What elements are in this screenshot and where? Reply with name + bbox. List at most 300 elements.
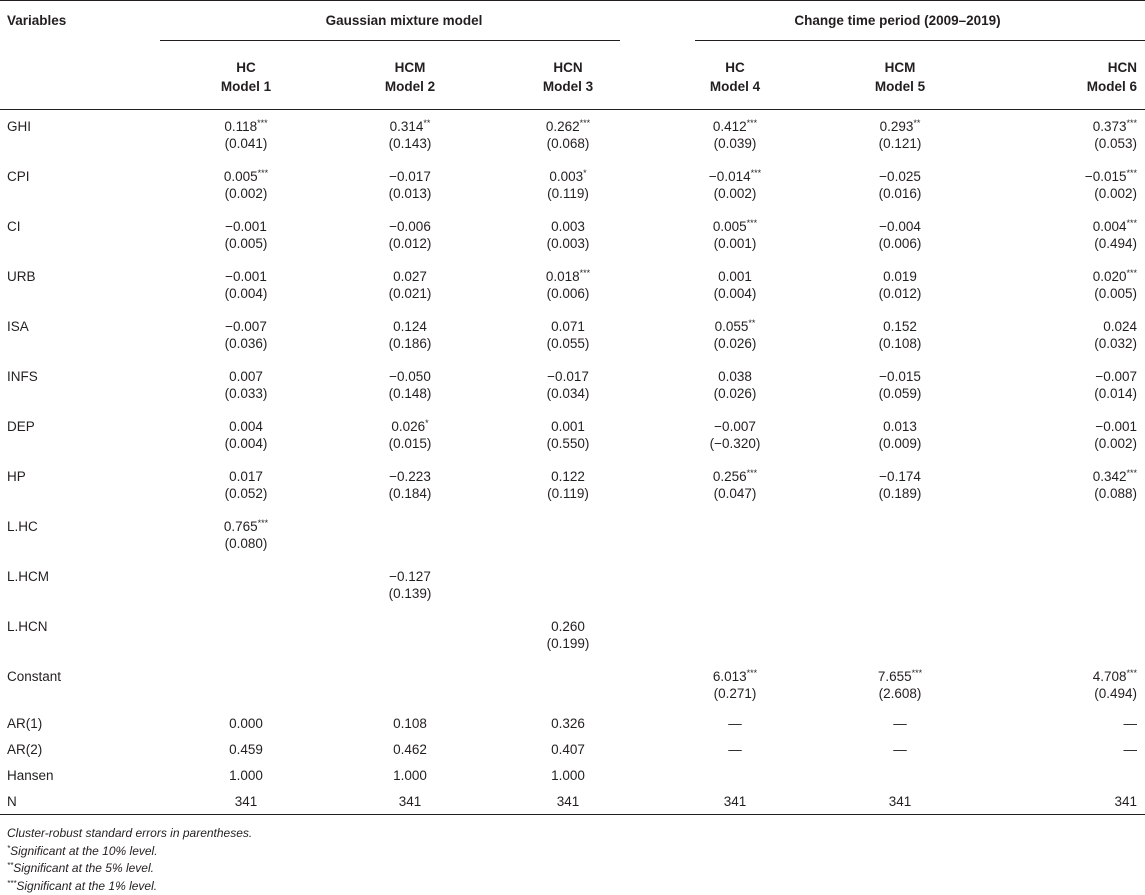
significance-stars: *	[425, 418, 429, 428]
table-row	[0, 410, 1145, 435]
coefficient-cell	[650, 310, 820, 335]
standard-error-cell	[486, 535, 650, 560]
coefficient-value: 0.122	[551, 469, 585, 484]
row-blank	[0, 185, 158, 210]
significance-stars: ***	[580, 268, 591, 278]
variable-name: CPI	[0, 160, 158, 185]
table-row	[0, 460, 1145, 485]
stat-name: AR(1)	[0, 710, 158, 736]
coefficient-value: 0.005	[224, 169, 258, 184]
standard-error-cell: (0.047)	[650, 485, 820, 510]
standard-error-cell: (0.005)	[980, 285, 1145, 310]
variable-name: DEP	[0, 410, 158, 435]
standard-error-cell: (0.088)	[980, 485, 1145, 510]
coefficient-cell	[820, 510, 980, 535]
coefficient-cell	[158, 260, 334, 285]
coefficient-cell	[820, 360, 980, 385]
coefficient-cell	[820, 660, 980, 685]
standard-error-cell: (0.055)	[486, 335, 650, 360]
row-blank	[0, 335, 158, 360]
coefficient-cell	[650, 260, 820, 285]
standard-error-cell: (0.080)	[158, 535, 334, 560]
table-row-se	[0, 135, 1145, 160]
standard-error-cell: (0.006)	[486, 285, 650, 310]
standard-error-cell: (0.004)	[158, 435, 334, 460]
coefficient-value: 0.005	[713, 219, 747, 234]
stat-value: —	[650, 710, 820, 736]
model-header: Model 2	[334, 75, 486, 110]
standard-error-cell: (0.052)	[158, 485, 334, 510]
standard-error-cell: (0.014)	[980, 385, 1145, 410]
dep-header: HC	[650, 49, 820, 75]
coefficient-value: 0.020	[1093, 269, 1127, 284]
stat-name: AR(2)	[0, 736, 158, 762]
coefficient-cell	[820, 260, 980, 285]
standard-error-cell	[980, 635, 1145, 660]
standard-error-cell: (0.006)	[820, 235, 980, 260]
coefficient-cell	[334, 510, 486, 535]
stat-value: 341	[158, 788, 334, 815]
stat-value: 0.108	[334, 710, 486, 736]
standard-error-cell: (0.199)	[486, 635, 650, 660]
standard-error-cell: (0.026)	[650, 385, 820, 410]
model-header: Model 3	[486, 75, 650, 110]
stat-name: Hansen	[0, 762, 158, 788]
standard-error-cell	[820, 585, 980, 610]
coefficient-cell	[486, 110, 650, 136]
variable-name: CI	[0, 210, 158, 235]
coefficient-value: 0.003	[551, 219, 585, 234]
stat-value: 341	[650, 788, 820, 815]
standard-error-cell: (0.005)	[158, 235, 334, 260]
coefficient-value: −0.014	[709, 169, 751, 184]
variable-name: L.HCM	[0, 560, 158, 585]
dep-header: HCM	[334, 49, 486, 75]
standard-error-cell: (0.016)	[820, 185, 980, 210]
coefficient-value: 0.001	[718, 269, 752, 284]
standard-error-cell: (−0.320)	[650, 435, 820, 460]
significance-stars: ***	[912, 668, 923, 678]
coefficient-cell	[820, 410, 980, 435]
significance-stars: ***	[751, 168, 762, 178]
standard-error-cell	[650, 635, 820, 660]
group-rule-change-period	[695, 40, 1145, 41]
coefficient-cell	[486, 660, 650, 685]
coefficient-cell	[820, 160, 980, 185]
standard-error-cell	[820, 535, 980, 560]
coefficient-value: 0.124	[393, 319, 427, 334]
dep-header: HCN	[486, 49, 650, 75]
coefficient-value: 4.708	[1093, 669, 1127, 684]
coefficient-cell	[486, 460, 650, 485]
coefficient-value: −0.015	[879, 369, 921, 384]
coefficient-value: 0.314	[390, 119, 424, 134]
group-header-gaussian: Gaussian mixture model	[158, 1, 650, 50]
coefficient-value: 0.373	[1093, 119, 1127, 134]
coefficient-cell	[980, 610, 1145, 635]
dep-header: HCN	[980, 49, 1145, 75]
coefficient-cell	[650, 110, 820, 136]
table-notes	[0, 815, 1145, 895]
coefficient-cell	[334, 260, 486, 285]
standard-error-cell: (0.033)	[158, 385, 334, 410]
stat-value: 341	[820, 788, 980, 815]
coefficient-value: 0.001	[551, 419, 585, 434]
significance-stars: ***	[257, 118, 268, 128]
row-blank	[0, 285, 158, 310]
stat-value: 0.462	[334, 736, 486, 762]
standard-error-cell: (0.148)	[334, 385, 486, 410]
standard-error-cell: (0.002)	[158, 185, 334, 210]
stat-value: —	[820, 710, 980, 736]
table-row-se	[0, 635, 1145, 660]
stat-value: 0.326	[486, 710, 650, 736]
significance-stars: **	[423, 118, 430, 128]
coefficient-cell	[980, 660, 1145, 685]
coefficient-value: 0.018	[546, 269, 580, 284]
significance-stars: ***	[747, 668, 758, 678]
table-row	[0, 260, 1145, 285]
coefficient-value: 0.071	[551, 319, 585, 334]
stat-value: 341	[334, 788, 486, 815]
coefficient-value: −0.223	[389, 469, 431, 484]
coefficient-value: −0.001	[225, 219, 267, 234]
coefficient-value: −0.007	[225, 319, 267, 334]
standard-error-cell: (0.494)	[980, 235, 1145, 260]
row-blank	[0, 435, 158, 460]
coefficient-cell	[820, 460, 980, 485]
coefficient-value: 0.007	[229, 369, 263, 384]
row-blank	[0, 635, 158, 660]
coefficient-value: −0.017	[547, 369, 589, 384]
stat-row	[0, 710, 1145, 736]
variable-name: GHI	[0, 110, 158, 136]
group-header-change-period: Change time period (2009–2019)	[650, 1, 1145, 50]
stat-value: 341	[486, 788, 650, 815]
table-body	[0, 110, 1145, 815]
significance-stars: ***	[1127, 218, 1138, 228]
variable-name: HP	[0, 460, 158, 485]
standard-error-cell: (0.004)	[158, 285, 334, 310]
standard-error-cell: (0.059)	[820, 385, 980, 410]
header-row-models	[0, 75, 1145, 110]
row-blank	[0, 585, 158, 610]
stat-value: 341	[980, 788, 1145, 815]
coefficient-cell	[650, 660, 820, 685]
coefficient-value: −0.007	[1095, 369, 1137, 384]
coefficient-cell	[486, 510, 650, 535]
coefficient-cell	[980, 410, 1145, 435]
coefficient-cell	[650, 460, 820, 485]
stat-value: 1.000	[158, 762, 334, 788]
row-blank	[0, 235, 158, 260]
coefficient-value: 0.017	[229, 469, 263, 484]
standard-error-cell: (0.012)	[334, 235, 486, 260]
header-row-dependent	[0, 49, 1145, 75]
coefficient-cell	[980, 560, 1145, 585]
model-header: Model 6	[980, 75, 1145, 110]
standard-error-cell	[980, 585, 1145, 610]
standard-error-cell	[650, 535, 820, 560]
coefficient-value: 0.027	[393, 269, 427, 284]
standard-error-cell: (0.002)	[650, 185, 820, 210]
coefficient-cell	[650, 560, 820, 585]
dep-header: HCM	[820, 49, 980, 75]
significance-stars: ***	[747, 468, 758, 478]
significance-stars: ***	[1127, 268, 1138, 278]
coefficient-cell	[158, 360, 334, 385]
stat-name: N	[0, 788, 158, 815]
significance-stars: ***	[747, 118, 758, 128]
coefficient-cell	[980, 460, 1145, 485]
significance-stars: ***	[1127, 118, 1138, 128]
standard-error-cell: (0.143)	[334, 135, 486, 160]
standard-error-cell: (0.494)	[980, 685, 1145, 710]
coefficient-cell	[158, 660, 334, 685]
significance-stars: ***	[747, 218, 758, 228]
row-blank	[0, 385, 158, 410]
table-row-se	[0, 285, 1145, 310]
coefficient-cell	[334, 310, 486, 335]
variable-name: L.HCN	[0, 610, 158, 635]
coefficient-value: 0.765	[224, 519, 258, 534]
row-blank	[0, 135, 158, 160]
table-row	[0, 560, 1145, 585]
note-sig-5: **Significant at the 5% level.	[7, 860, 1145, 878]
coefficient-value: 0.003	[549, 169, 583, 184]
coefficient-cell	[486, 560, 650, 585]
standard-error-cell: (0.068)	[486, 135, 650, 160]
coefficient-cell	[334, 110, 486, 136]
coefficient-cell	[158, 410, 334, 435]
standard-error-cell: (0.139)	[334, 585, 486, 610]
table-row-se	[0, 435, 1145, 460]
significance-stars: ***	[258, 518, 269, 528]
standard-error-cell: (0.021)	[334, 285, 486, 310]
coefficient-value: −0.025	[879, 169, 921, 184]
coefficient-value: −0.174	[879, 469, 921, 484]
standard-error-cell: (0.013)	[334, 185, 486, 210]
coefficient-value: 0.055	[715, 319, 749, 334]
standard-error-cell: (0.012)	[820, 285, 980, 310]
variable-name: INFS	[0, 360, 158, 385]
coefficient-value: −0.050	[389, 369, 431, 384]
coefficient-cell	[486, 210, 650, 235]
coefficient-cell	[650, 210, 820, 235]
standard-error-cell: (0.002)	[980, 185, 1145, 210]
standard-error-cell	[158, 685, 334, 710]
variable-name: Constant	[0, 660, 158, 685]
coefficient-value: 0.412	[713, 119, 747, 134]
stat-row	[0, 788, 1145, 815]
coefficient-cell	[486, 360, 650, 385]
row-blank	[0, 485, 158, 510]
significance-stars: ***	[1127, 468, 1138, 478]
variable-name: ISA	[0, 310, 158, 335]
coefficient-value: 0.019	[883, 269, 917, 284]
coefficient-cell	[650, 610, 820, 635]
coefficient-cell	[334, 410, 486, 435]
significance-stars: **	[748, 318, 755, 328]
coefficient-cell	[158, 510, 334, 535]
table-row	[0, 360, 1145, 385]
standard-error-cell	[650, 585, 820, 610]
standard-error-cell: (0.004)	[650, 285, 820, 310]
standard-error-cell: (0.550)	[486, 435, 650, 460]
significance-stars: ***	[1127, 668, 1138, 678]
coefficient-value: −0.006	[389, 219, 431, 234]
coefficient-cell	[486, 410, 650, 435]
standard-error-cell: (0.189)	[820, 485, 980, 510]
note-mark: *	[7, 844, 10, 853]
standard-error-cell: (0.039)	[650, 135, 820, 160]
stat-value: 0.407	[486, 736, 650, 762]
stat-value: 0.459	[158, 736, 334, 762]
standard-error-cell: (0.053)	[980, 135, 1145, 160]
coefficient-value: −0.127	[389, 569, 431, 584]
note-mark: **	[7, 861, 13, 870]
coefficient-cell	[980, 160, 1145, 185]
standard-error-cell: (0.271)	[650, 685, 820, 710]
standard-error-cell	[820, 635, 980, 660]
standard-error-cell	[158, 635, 334, 660]
group-rule-gaussian	[160, 40, 620, 41]
coefficient-value: 0.013	[883, 419, 917, 434]
model-header: Model 1	[158, 75, 334, 110]
standard-error-cell: (0.003)	[486, 235, 650, 260]
standard-error-cell	[334, 635, 486, 660]
coefficient-value: 0.024	[1103, 319, 1137, 334]
table-row-se	[0, 535, 1145, 560]
significance-stars: **	[913, 118, 920, 128]
standard-error-cell: (0.119)	[486, 185, 650, 210]
stat-value: —	[980, 710, 1145, 736]
table-row	[0, 510, 1145, 535]
table-row-se	[0, 185, 1145, 210]
table-row-se	[0, 685, 1145, 710]
model-header: Model 5	[820, 75, 980, 110]
note-standard-errors: Cluster-robust standard errors in parentheses.	[7, 825, 1145, 843]
coefficient-value: 0.342	[1093, 469, 1127, 484]
standard-error-cell: (0.108)	[820, 335, 980, 360]
coefficient-cell	[650, 410, 820, 435]
coefficient-cell	[334, 360, 486, 385]
coefficient-cell	[650, 160, 820, 185]
row-blank	[0, 535, 158, 560]
standard-error-cell	[334, 685, 486, 710]
coefficient-cell	[158, 210, 334, 235]
significance-stars: ***	[258, 168, 269, 178]
coefficient-value: −0.001	[1095, 419, 1137, 434]
coefficient-cell	[820, 310, 980, 335]
stat-value: —	[820, 736, 980, 762]
standard-error-cell	[980, 535, 1145, 560]
coefficient-value: 6.013	[713, 669, 747, 684]
model-header: Model 4	[650, 75, 820, 110]
variable-name: URB	[0, 260, 158, 285]
significance-stars: *	[583, 168, 587, 178]
standard-error-cell	[486, 685, 650, 710]
coefficient-cell	[486, 610, 650, 635]
standard-error-cell: (0.119)	[486, 485, 650, 510]
coefficient-cell	[980, 360, 1145, 385]
coefficient-cell	[486, 310, 650, 335]
coefficient-value: 0.118	[224, 119, 257, 134]
coefficient-cell	[980, 260, 1145, 285]
coefficient-value: 0.026	[391, 419, 425, 434]
table-row-se	[0, 485, 1145, 510]
standard-error-cell: (0.121)	[820, 135, 980, 160]
coefficient-cell	[158, 610, 334, 635]
coefficient-cell	[820, 210, 980, 235]
coefficient-cell	[650, 510, 820, 535]
stat-value: 1.000	[486, 762, 650, 788]
coefficient-cell	[980, 310, 1145, 335]
standard-error-cell	[334, 535, 486, 560]
coefficient-value: −0.007	[714, 419, 756, 434]
coefficient-value: 0.256	[713, 469, 747, 484]
coefficient-value: −0.004	[879, 219, 921, 234]
coefficient-value: 0.038	[718, 369, 752, 384]
coefficient-cell	[820, 610, 980, 635]
table-row	[0, 610, 1145, 635]
stat-row	[0, 762, 1145, 788]
standard-error-cell: (0.034)	[486, 385, 650, 410]
header-blank	[0, 49, 158, 75]
stat-value: 1.000	[334, 762, 486, 788]
coefficient-cell	[820, 110, 980, 136]
coefficient-value: 0.152	[883, 319, 917, 334]
table-row-se	[0, 385, 1145, 410]
standard-error-cell: (0.015)	[334, 435, 486, 460]
coefficient-cell	[486, 160, 650, 185]
stat-value: —	[980, 736, 1145, 762]
dep-header: HC	[158, 49, 334, 75]
note-sig-1: ***Significant at the 1% level.	[7, 878, 1145, 895]
coefficient-value: −0.017	[389, 169, 431, 184]
significance-stars: ***	[1127, 168, 1138, 178]
stat-value	[650, 762, 820, 788]
coefficient-value: −0.015	[1085, 169, 1127, 184]
coefficient-cell	[486, 260, 650, 285]
coefficient-cell	[334, 660, 486, 685]
coefficient-cell	[334, 610, 486, 635]
coefficient-cell	[980, 110, 1145, 136]
coefficient-value: 0.293	[880, 119, 914, 134]
coefficient-cell	[158, 160, 334, 185]
table-row	[0, 210, 1145, 235]
stat-value	[980, 762, 1145, 788]
note-mark: ***	[7, 879, 16, 888]
coefficient-cell	[334, 160, 486, 185]
table-row-se	[0, 335, 1145, 360]
stat-row	[0, 736, 1145, 762]
standard-error-cell: (0.186)	[334, 335, 486, 360]
table-row-se	[0, 585, 1145, 610]
table-row	[0, 660, 1145, 685]
coefficient-cell	[334, 560, 486, 585]
header-row-groups	[0, 1, 1145, 50]
standard-error-cell: (0.032)	[980, 335, 1145, 360]
stat-value: 0.000	[158, 710, 334, 736]
coefficient-cell	[820, 560, 980, 585]
standard-error-cell: (0.036)	[158, 335, 334, 360]
header-blank	[0, 75, 158, 110]
row-blank	[0, 685, 158, 710]
standard-error-cell	[158, 585, 334, 610]
coefficient-cell	[650, 360, 820, 385]
coefficient-value: 0.004	[1093, 219, 1127, 234]
